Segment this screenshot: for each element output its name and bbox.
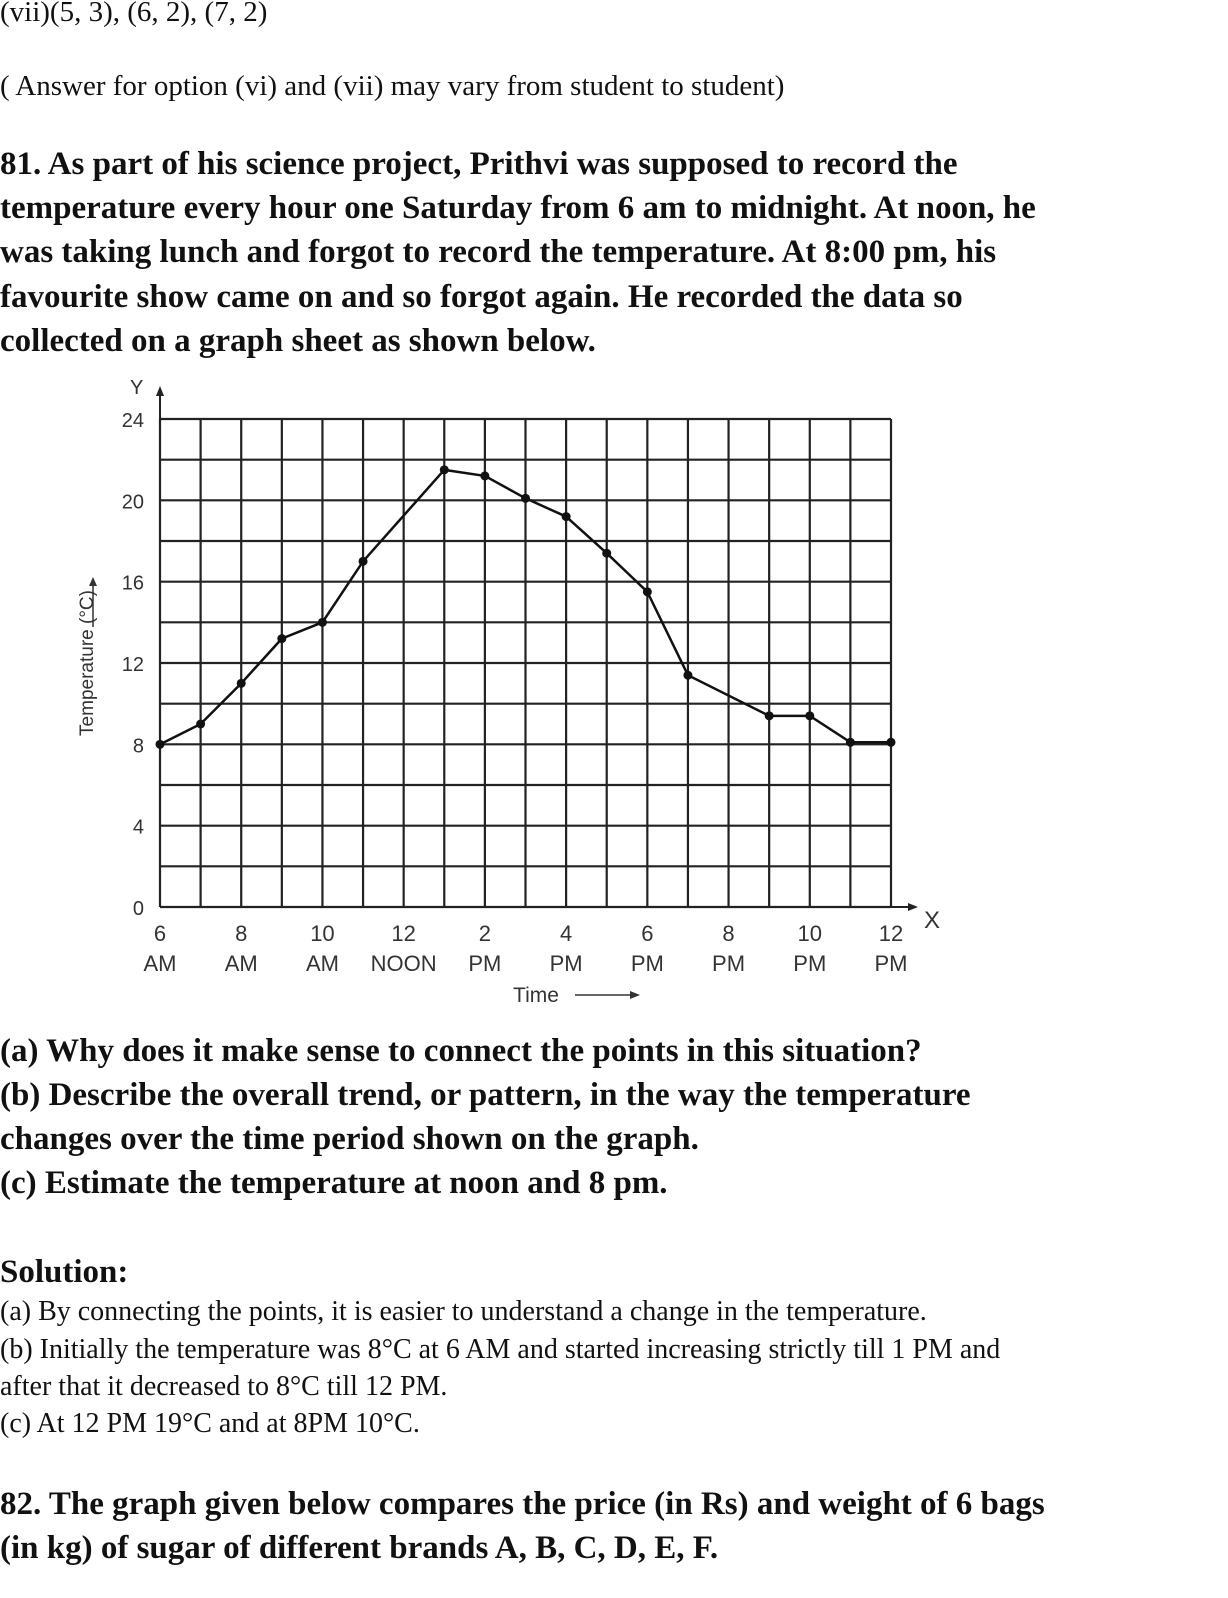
data-point — [805, 711, 814, 720]
x-tick-label: 10 — [797, 921, 823, 946]
q81-part-b-cont: changes over the time period shown on the graph. — [0, 1121, 699, 1157]
q81-part-a: (a) Why does it make sense to connect the points in this situation? — [0, 1033, 922, 1069]
data-point — [237, 679, 246, 688]
solution-line: (a) By connecting the points, it is easier to understand a change in the temperature. — [0, 1296, 927, 1327]
x-tick-sublabel: AM — [305, 951, 339, 976]
q81-line: was taking lunch and forgot to record the temperature. At 8:00 pm, his — [0, 234, 997, 270]
y-tick-label: 12 — [121, 654, 144, 676]
data-point — [765, 711, 774, 720]
x-tick-label: 6 — [153, 921, 167, 946]
y-tick-label: 8 — [132, 735, 144, 758]
x-tick-sublabel: PM — [549, 951, 583, 976]
solution-heading: Solution: — [0, 1254, 129, 1290]
data-point — [156, 740, 165, 749]
q81-line: 81. As part of his science project, Prithvi was supposed to record the — [0, 146, 958, 182]
prev-answer-note: ( Answer for option (vi) and (vii) may vary from student to student) — [0, 70, 785, 102]
y-axis-label: Temperature (°C) — [77, 590, 98, 736]
x-tick-label: 4 — [559, 921, 573, 946]
q81-line: favourite show came on and so forgot again. He recorded the data so — [0, 279, 963, 315]
data-point — [277, 634, 286, 643]
data-point — [643, 587, 652, 596]
x-tick-sublabel: PM — [874, 951, 908, 976]
q81-line: collected on a graph sheet as shown below. — [0, 323, 596, 359]
x-axis-label: Time — [513, 984, 559, 1007]
y-tick-label: 4 — [132, 816, 144, 839]
x-label-arrow-icon — [630, 991, 640, 999]
data-point — [196, 720, 205, 729]
x-axis-letter: X — [924, 907, 941, 934]
y-axis-letter: Y — [130, 377, 144, 399]
x-tick-label: 8 — [235, 921, 248, 946]
y-tick-label: 16 — [121, 572, 144, 595]
data-point — [480, 471, 489, 480]
x-tick-sublabel: PM — [630, 951, 664, 976]
y-tick-label: 24 — [121, 410, 144, 432]
q82-line: (in kg) of sugar of different brands A, B, C, D, E, F. — [0, 1530, 719, 1566]
data-point — [318, 618, 327, 627]
y-tick-label: 20 — [121, 491, 144, 514]
q82-line: 82. The graph given below compares the price (in Rs) and weight of 6 bags — [0, 1486, 1045, 1522]
q81-part-c: (c) Estimate the temperature at noon and 8 pm. — [0, 1165, 668, 1201]
x-tick-label: 12 — [391, 921, 416, 946]
q81-line: temperature every hour one Saturday from 6 am to midnight. At noon, he — [0, 190, 1036, 226]
x-tick-label: 2 — [478, 921, 492, 946]
solution-line: (b) Initially the temperature was 8°C at 6 AM and started increasing strictly till 1 PM and — [0, 1334, 1001, 1365]
x-tick-label: 6 — [641, 921, 654, 946]
x-axis-arrow-icon — [908, 903, 918, 911]
data-point — [602, 549, 611, 558]
x-tick-label: 10 — [310, 921, 335, 946]
data-point — [846, 738, 855, 747]
x-tick-sublabel: PM — [468, 951, 502, 976]
x-tick-sublabel: AM — [143, 951, 177, 976]
data-point — [359, 557, 368, 566]
y-tick-label: 0 — [132, 898, 144, 920]
y-axis-arrow-icon — [156, 386, 164, 396]
solution-line: (c) At 12 PM 19°C and at 8PM 10°C. — [0, 1408, 420, 1439]
prev-answer-vii: (vii)(5, 3), (6, 2), (7, 2) — [0, 0, 268, 28]
solution-line: after that it decreased to 8°C till 12 PM. — [0, 1371, 448, 1402]
data-point — [562, 512, 571, 521]
data-point — [521, 494, 530, 503]
data-point — [683, 671, 692, 680]
x-tick-label: 8 — [722, 921, 735, 946]
temperature-line-chart — [60, 372, 960, 1012]
data-point — [887, 738, 896, 747]
data-point — [440, 465, 449, 474]
x-tick-sublabel: PM — [712, 951, 746, 976]
x-tick-sublabel: AM — [224, 951, 258, 976]
y-label-arrow-icon — [89, 577, 97, 586]
x-tick-sublabel: PM — [793, 951, 827, 976]
x-tick-label: 12 — [878, 921, 904, 946]
x-tick-sublabel: NOON — [370, 951, 437, 976]
q81-part-b: (b) Describe the overall trend, or pattern, in the way the temperature — [0, 1077, 971, 1113]
